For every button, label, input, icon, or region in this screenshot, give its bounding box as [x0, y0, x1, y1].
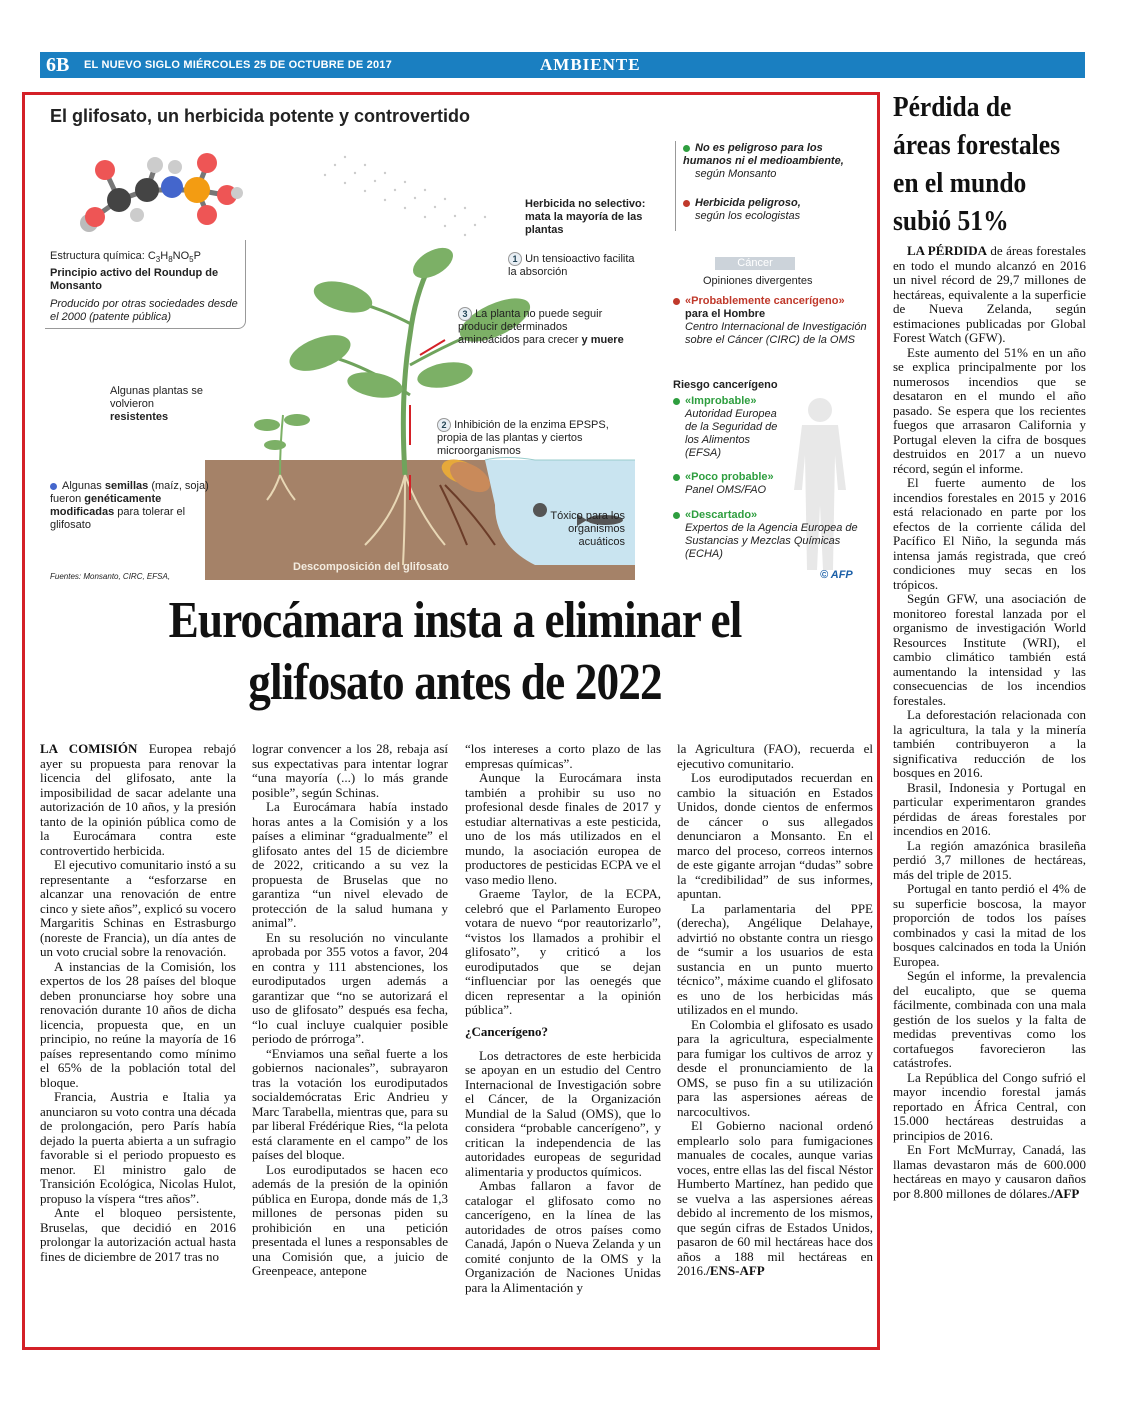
paragraph: La Eurocámara había instado horas antes a la Comisión y a los países a eliminar “gradualmente” el glifosato antes del 15 de diciembre de 2022, criticando a su vez la propuesta de Bruselas que no garantiza “un nivel elevado de protección de la salud humana y animal”.: [252, 799, 448, 930]
sidebar-body: [893, 244, 1086, 1356]
sidebar-title: Pérdida de áreas forestales en el mundo subió 51%: [893, 91, 1061, 237]
headline: Eurocámara insta a eliminar el glifosato antes de 2022: [168, 592, 742, 711]
afp-credit: © AFP: [820, 569, 853, 581]
paragraph: LA PÉRDIDA de áreas forestales en todo el mundo alcanzó en 2016 un nivel récord de 29,7 millones de hectáreas, equivalente a la superficie de Nueva Zelanda, según estimaciones publicadas por Global Forest Watch (GFW).: [893, 244, 1086, 345]
infographic-title: El glifosato, un herbicida potente y controvertido: [50, 106, 471, 126]
green-dot-icon: [683, 145, 690, 152]
structure-label: Estructura química:: [50, 250, 145, 262]
legend-divider: [675, 141, 676, 231]
publication-line: EL NUEVO SIGLO MIÉRCOLES 25 DE OCTUBRE DE 2017: [84, 59, 392, 71]
paragraph: LA COMISIÓN Europea rebajó ayer su propuesta para renovar la licencia del glifosato, ante la imposibilidad de sacar adelante una autorización de 10 años, y la presión tanto de la opinión pública como de la Eurocámara contra este controvertido herbicida.: [40, 742, 236, 858]
paragraph: la Agricultura (FAO), recuerda el ejecutivo comunitario.: [677, 742, 873, 771]
paragraph: Aunque la Eurocámara insta también a prohibir su uso no profesional desde finales de 2017 y estudiar alternativas a este pesticida, uno de los más utilizados en el mundo, la asociación europea de productores de pesticidas ECPA ve el vaso medio lleno.: [465, 770, 661, 887]
legend-dangerous: Herbicida peligroso, según los ecologistas: [683, 197, 873, 223]
article-column-4: [677, 742, 873, 1350]
paragraph: La región amazónica brasileña perdió 3,7 millones de hectáreas, más del triple de 2015.: [893, 837, 1086, 882]
paragraph: lograr convencer a los 28, rebaja así sus expectativas para intentar lograr “una mayoría (...) lo más grande posible”, según Schinas.: [252, 742, 448, 800]
infographic: [25, 95, 877, 585]
risk-title: Riesgo cancerígeno: [673, 379, 778, 391]
blue-dot-icon: [50, 483, 57, 490]
non-selective-label: Herbicida no selectivo: mata la mayoría de las plantas: [525, 198, 646, 236]
paragraph: Francia, Austria e Italia ya anunciaron su voto contra una década de prolongación, pero París había dejado la puerta abierta a un sufragio favorable si el periodo propuesto es menor. El ministro galo de Transición Ecológica, Nicolas Hulot, propuso la víspera “tres años”.: [40, 1089, 236, 1206]
paragraph: Este aumento del 51% en un año se explica principalmente por los numerosos incendios que se desataron en el mundo el año pasado. Se espera que los recientes fuegos que arrasaron California y Portugal eleven la cifra de bosques destruidos en 2017 a un nuevo récord, según el informe.: [893, 344, 1086, 476]
echa-opinion: «Descartado» Expertos de la Agencia Europea de Sustancias y Mezclas Químicas (ECHA): [673, 509, 858, 561]
paragraph: En Fort McMurray, Canadá, las llamas devastaron más de 600.000 hectáreas en mayo y causaron daños por 8.800 millones de dólares./AFP: [893, 1142, 1086, 1201]
section-name: AMBIENTE: [540, 55, 641, 74]
step-3: 3 La planta no puede seguir producir determinados aminoácidos para crecer y muere: [458, 308, 624, 346]
legend-safe: No es peligroso para los humanos ni el medioambiente, según Monsanto: [683, 142, 844, 180]
step-1-number: 1: [508, 252, 522, 266]
who-fao-opinion: «Poco probable» Panel OMS/FAO: [673, 471, 813, 497]
cancer-tag: Cáncer: [715, 257, 795, 270]
chemical-formula: $C_3H_8NO_5P$: [147, 250, 201, 265]
paragraph: La República del Congo sufrió el mayor incendio forestal jamás reportado en África Central, con 15.000 hectáreas destruidas a principios de 2016.: [893, 1069, 1086, 1143]
paragraph: Los detractores de este herbicida se apoyan en un estudio del Centro Internacional de Investigación sobre el Cáncer, de la Organización Mundial de la Salud (OMS), que lo considera “probable cancerígeno”, y critican la independencia de las autoridades europeas de seguridad alimentaria y productos químicos.: [465, 1047, 661, 1179]
byline-sign: /ENS-AFP: [706, 1263, 765, 1278]
paragraph: “Enviamos una señal fuerte a los gobiernos nacionales”, subrayaron tras la votación los eurodiputados socialdemócratas Eric Andrieu y Marc Tarabella, mientras que, para su par liberal Frédérique Ries, “la pelota está claramente en el campo” de los países del bloque.: [252, 1045, 448, 1162]
paragraph: El fuerte aumento de los incendios forestales en 2015 y 2016 está relacionado en parte por los efectos de la corriente cálida del Pacífico El Niño, la segunda más intensa jamás registrada, que creó condiciones muy secas en los trópicos.: [893, 475, 1086, 592]
paragraph: “los intereses a corto plazo de las empresas químicas”.: [465, 742, 661, 771]
step-2: 2 Inhibición de la enzima EPSPS, propia de las plantas y ciertos microorganismos: [437, 419, 609, 457]
article-column-3: [465, 742, 661, 1350]
byline-sign: /AFP: [1050, 1185, 1080, 1201]
step-2-number: 2: [437, 418, 451, 432]
divergent-opinions: Opiniones divergentes: [703, 275, 813, 287]
page-header-bar: [40, 52, 1085, 78]
paragraph: La deforestación relacionada con la agricultura, la tala y la minería también contribuyeron a la significativa reducción de los bosques en 2016.: [893, 707, 1086, 780]
page-number: 6B: [46, 54, 70, 76]
active-principle: Principio activo del Roundup de Monsanto: [50, 267, 219, 292]
step-3-number: 3: [458, 307, 472, 321]
paragraph: Graeme Taylor, de la ECPA, celebró que el Parlamento Europeo votara de nuevo “por reautorizarlo”, “vistos los llamados a prohibir el glifosato”, y criticó a los eurodiputados que se dejan “influenciar por las oenegés que dicen representar a la opinión pública”.: [465, 886, 661, 1017]
paragraph: El ejecutivo comunitario instó a su representante a “esforzarse en alcanzar una renovación de entre cinco y siete años”, explicó su vocero Margaritis Schinas en Estrasburgo (noreste de Francia), un día antes de un voto crucial sobre la renovación.: [40, 857, 236, 959]
paragraph: Ante el bloqueo persistente, Bruselas, que decidió en 2016 prolongar la autorización actual hasta fines de diciembre de 2017 tras no: [40, 1205, 236, 1264]
paragraph: Según GFW, una asociación de monitoreo forestal lanzada por el organismo de investigación World Resources Institute (WRI), el cambio climático también está aumentando la intensidad y las consecuencias de los incendios forestales.: [893, 591, 1086, 708]
sources-note: Fuentes: Monsanto, CIRC, EFSA,: [50, 572, 171, 581]
paragraph: La parlamentaria del PPE (derecha), Angélique Delahaye, advirtió no obstante contra un riesgo de “sumir a los usuarios de esta sustancia en un punto muerto técnico”, máxime cuando el glifosato es uno de los herbicidas más utilizados en el mundo.: [677, 900, 873, 1017]
paragraph: Los eurodiputados se hacen eco además de la presión de la opinión pública en Europa, donde más de 1,3 millones de personas piden su prohibición en una petición presentada el lunes a responsables de una Comisión que, a juicio de Greenpeace, antepone: [252, 1161, 448, 1278]
resistant-plants-note: Algunas plantas se volvieron resistentes: [110, 385, 203, 423]
paragraph: En Colombia el glifosato es usado para la agricultura, especialmente para fumigar los cultivos de arroz y desde el pronunciamiento de la OMS, se puso fin a su utilización para las aspersiones aéreas de narcocultivos.: [677, 1016, 873, 1119]
paragraph: Según el informe, la prevalencia del eucalipto, que se quema fácilmente, combinada con una mala gestión de los suelos y la falta de medidas preventivas como los cortafuegos favorecieron las catástrofes.: [893, 968, 1086, 1070]
paragraph: El Gobierno nacional ordenó emplearlo solo para fumigaciones manuales de cocales, aunque varias voces, entre ellas las del fiscal Néstor Humberto Martínez, han pedido que se vuelva a las aspersiones aéreas debido al incremento de los mismos, que según cifras de Estados Unidos, pasaron de 60 mil hectáreas hace dos años a 188 mil hectáreas en 2016./ENS-AFP: [677, 1118, 873, 1278]
step-1: 1 Un tensioactivo facilita la absorción: [508, 253, 635, 278]
article-column-2: [252, 742, 448, 1350]
subheading-cancerigeno: ¿Cancerígeno?: [465, 1023, 549, 1039]
toxic-note: Tóxico para los organismos acuáticos: [550, 510, 625, 548]
paragraph: A instancias de la Comisión, los expertos de los 28 países del bloque deben pronunciarse hoy sobre una renovación durante 10 años de dicha licencia, propuesta que, en un principio, no reúne la mayoría de 16 países representando como mínimo el 65% de la población total del bloque.: [40, 958, 236, 1090]
red-dot-icon: [683, 200, 690, 207]
paragraph: En su resolución no vinculante aprobada por 355 votos a favor, 204 en contra y 111 abstenciones, los eurodiputados urgen además a garantizar que “no se autorizará el uso de glifosato” después esa fecha, “lo cual incluye cualquier posible periodo de prórroga”.: [252, 929, 448, 1046]
article-column-1: [40, 742, 236, 1350]
paragraph: Los eurodiputados recuerdan en cambio la situación en Estados Unidos, donde cientos de enfermos de cáncer o sus allegados denunciaron a Monsanto. En el marco del proceso, correos internos de este gigante arrojan “dudas” sobre la “credibilidad” de sus informes, apuntan.: [677, 770, 873, 901]
produced-note: Producido por otras sociedades desde el 2000 (patente pública): [50, 298, 238, 323]
paragraph: Brasil, Indonesia y Portugal en particular experimentaron grandes pérdidas de áreas forestales por incendios en 2016.: [893, 779, 1086, 838]
glyphosate-molecule-icon: [47, 145, 247, 235]
paragraph: Ambas fallaron a favor de catalogar el glifosato como no cancerígeno, en la línea de las autoridades de otros países como Canadá, Japón o Nueva Zelanda y un comité conjunto de la OMS y la Organización de Naciones Unidas para la Alimentación y: [465, 1178, 661, 1295]
decomposition-label: Descomposición del glifosato: [293, 561, 449, 573]
iarc-opinion: «Probablemente cancerígeno» para el Hombre Centro Internacional de Investigación sobre el Cáncer (CIRC) de la OMS: [673, 295, 873, 347]
gm-seeds-note: Algunas semillas (maíz, soja) fueron genéticamente modificadas para tolerar el glifosato: [50, 480, 209, 531]
paragraph: Portugal en tanto perdió el 4% de su superficie boscosa, la mayor proporción de todos los países combinados y casi la mitad de los bosques calcinados en toda la Unión Europea.: [893, 881, 1086, 969]
efsa-opinion: «Improbable» Autoridad Europea de la Seguridad de los Alimentos (EFSA): [673, 395, 783, 460]
